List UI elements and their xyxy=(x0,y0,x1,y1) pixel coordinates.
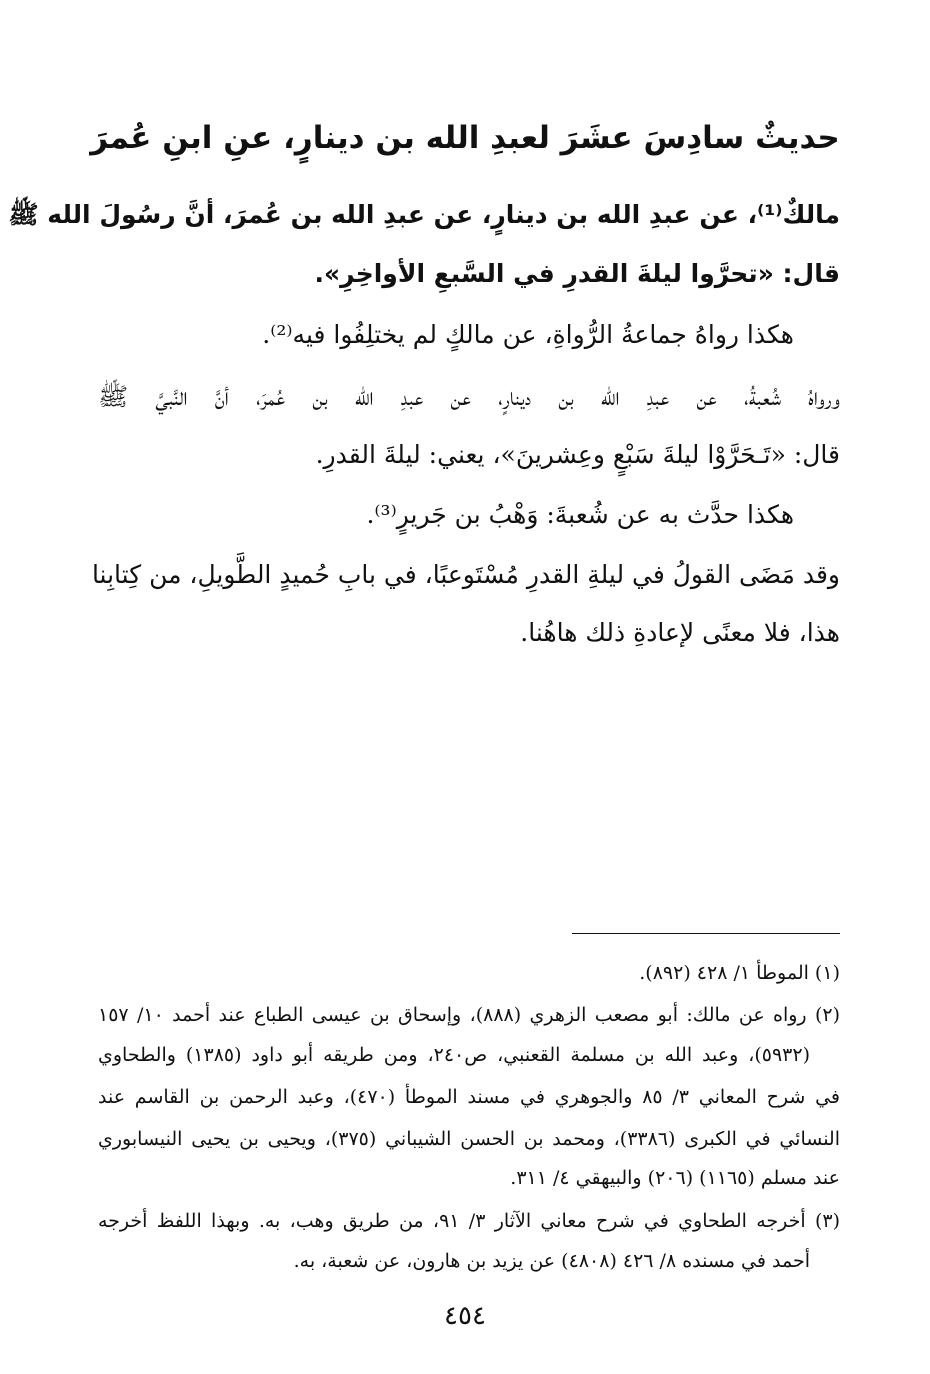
body-line: ورواهُ شُعبةُ، عن عبدِ الله بن دينارٍ، عن عبدِ الله بن عُمرَ، أنَّ النَّبيَّ ﷺ xyxy=(98,382,840,411)
body-line: هذا، فلا معنًى لإعادةِ ذلك هاهُنا. xyxy=(520,618,840,647)
body-line: قال: «تَـحَرَّوْا ليلةَ سَبْعٍ وعِشرينَ»، يعني: ليلةَ القدرِ. xyxy=(315,440,840,469)
chapter-heading: حديثٌ سادِسَ عشَرَ لعبدِ الله بن دينارٍ، عنِ ابنِ عُمرَ xyxy=(90,120,840,156)
footnote-line: أحمد في مسنده ٨/ ٤٢٦ (٤٨٠٨) عن يزيد بن هارون، عن شعبة، به. xyxy=(293,1250,810,1272)
footnote-line: (٥٩٣٢)، وعبد الله بن مسلمة القعنبي، ص٢٤٠، ومن طريقه أبو داود (١٣٨٥) والطحاوي xyxy=(98,1044,810,1066)
footnote-separator xyxy=(572,933,840,934)
body-line: هكذا حدَّث به عن شُعبةَ: وَهْبُ بن جَريرٍ⁽³⁾. xyxy=(366,500,794,529)
page-number: ٤٥٤ xyxy=(444,1301,486,1331)
footnote-line: النسائي في الكبرى (٣٣٨٦)، ومحمد بن الحسن الشيباني (٣٧٥)، ويحيى بن يحيى النيسابوري xyxy=(98,1128,840,1150)
footnote-line: (٣) أخرجه الطحاوي في شرح معاني الآثار ٣/ ٩١، من طريق وهب، به. وبهذا اللفظ أخرجه xyxy=(98,1210,841,1232)
body-line: قال: «تحرَّوا ليلةَ القدرِ في السَّبعِ الأواخِرِ». xyxy=(314,259,840,288)
body-line: وقد مَضَى القولُ في ليلةِ القدرِ مُسْتَوعبًا، في بابِ حُميدٍ الطَّويلِ، من كِتابِنا xyxy=(91,560,840,589)
body-line: هكذا رواهُ جماعةُ الرُّواةِ، عن مالكٍ لم يختلِفُوا فيه⁽²⁾. xyxy=(262,320,794,349)
body-line: مالكٌ⁽¹⁾، عن عبدِ الله بن دينارٍ، عن عبدِ الله بن عُمرَ، أنَّ رسُولَ الله ﷺ xyxy=(8,200,840,229)
footnote-line: عند مسلم (١١٦٥) (٢٠٦) والبيهقي ٤/ ٣١١. xyxy=(510,1167,840,1189)
footnote-line: (١) الموطأ ١/ ٤٢٨ (٨٩٢). xyxy=(639,962,840,984)
footnote-line: في شرح المعاني ٣/ ٨٥ والجوهري في مسند الموطأ (٤٧٠)، وعبد الرحمن بن القاسم عند xyxy=(98,1086,840,1108)
footnote-line: (٢) رواه عن مالك: أبو مصعب الزهري (٨٨٨)، وإسحاق بن عيسى الطباع عند أحمد ١٠/ ١٥٧ xyxy=(98,1004,840,1026)
